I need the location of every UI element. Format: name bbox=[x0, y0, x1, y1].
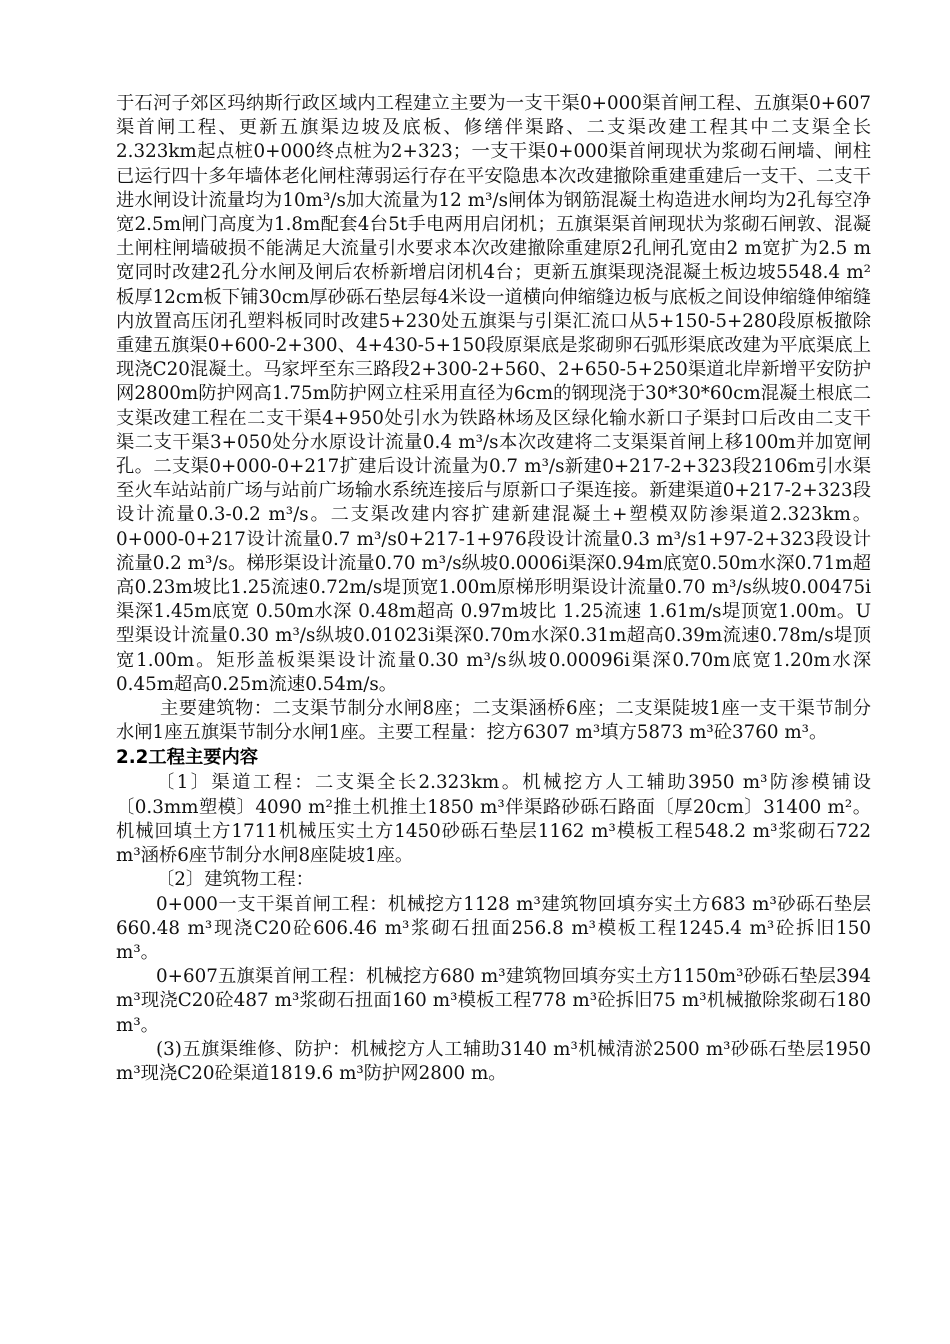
paragraph-building-works-title: 〔2〕建筑物工程： bbox=[156, 869, 314, 891]
paragraph-maintenance-works: (3)五旗渠维修、防护：机械挖方人工辅助3140 m³机械清淤2500 m³砂砾石垫层1950 m³现浇C20砼渠道1819.6 m³防护网2800 m。 bbox=[116, 1038, 871, 1084]
section-heading: 2.2工程主要内容 bbox=[116, 747, 259, 769]
document-body bbox=[116, 92, 871, 1086]
paragraph-channel-works: 〔1〕渠道工程：二支渠全长2.323km。机械挖方人工辅助3950 m³防渗模铺设〔0.3mm塑模〕4090 m²推土机推土1850 m³伴渠路砂砾石路面〔厚20cm〕31400 m²。机械回填土方1711机械压实土方1450砂砾石垫层1162 m³模板工程548.2 m³浆砌石722 m³涵桥6座节制分水闸8座陡坡1座。 bbox=[116, 772, 871, 867]
paragraph-headgate-works: 0+000一支干渠首闸工程：机械挖方1128 m³建筑物回填夯实土方683 m³砂砾石垫层660.48 m³现浇C20砼606.46 m³浆砌石扭面256.8 m³模板工程1245.4 m³砼拆旧150 m³。 bbox=[116, 893, 871, 963]
paragraph-project-overview: 于石河子郊区玛纳斯行政区域内工程建立主要为一支干渠0+000渠首闸工程、五旗渠0+607渠首闸工程、更新五旗渠边坡及底板、修缮伴渠路、二支渠改建工程其中二支渠全长2.323km起点桩0+000终点桩为2+323；一支干渠0+000渠首闸现状为浆砌石闸墙、闸柱已运行四十多年墙体老化闸柱薄弱运行存在平安隐患本次改建撤除重建重建后一支干、二支干进水闸设计流量均为10m³/s加大流量为12 m³/s闸体为钢筋混凝土构造进水闸均为2孔每空净宽2.5m闸门高度为1.8m配套4台5t手电两用启闭机；五旗渠渠首闸现状为浆砌石闸敦、混凝土闸柱闸墙破损不能满足大流量引水要求本次改建撤除重建原2孔闸孔宽由2 m宽扩为2.5 m宽同时改建2孔分水闸及闸后农桥新增启闭机4台；更新五旗渠现浇混凝土板边坡5548.4 m²板厚12cm板下铺30cm厚砂砾石垫层每4米设一道横向伸缩缝边板与底板之间设伸缩缝伸缩缝内放置高压闭孔塑料板同时改建5+230处五旗渠与引渠汇流口从5+150-5+280段原板撤除重建五旗渠0+600-2+300、4+430-5+150段原渠底是浆砌卵石弧形渠底改建为平底渠底上现浇C20混凝土。马家坪至东三路段2+300-2+560、2+650-5+250渠道北岸新增平安防护网2800m防护网高1.75m防护网立柱采用直径为6cm的钢现浇于30*30*60cm混凝土根底二支渠改建工程在二支干渠4+950处引水为铁路林场及区绿化输水新口子渠封口后改由二支干渠二支干渠3+050处分水原设计流量0.4 m³/s本次改建将二支渠渠首闸上移100m并加宽闸孔。二支渠0+000-0+217扩建后设计流量为0.7 m³/s新建0+217-2+323段2106m引水渠至火车站站前广场与站前广场输水系统连接后与原新口子渠连接。新建渠道0+217-2+323段设计流量0.3-0.2 m³/s。二支渠改建内容扩建新建混凝土+塑模双防渗渠道2.323km。0+000-0+217设计流量0.7 m³/s0+217-1+976段设计流量0.3 m³/s1+97-2+323段设计流量0.2 m³/s。梯形渠设计流量0.70 m³/s纵坡0.0006i渠深0.94m底宽0.50m水深0.71m超高0.23m坡比1.25流速0.72m/s堤顶宽1.00m原梯形明渠设计流量0.70 m³/s纵坡0.00475i渠深1.45m底宽 0.50m水深 0.48m超高 0.97m坡比 1.25流速 1.61m/s堤顶宽1.00m。U型渠设计流量0.30 m³/s纵坡0.01023i渠深0.70m水深0.31m超高0.39m流速0.78m/s堤顶宽1.00m。矩形盖板渠渠设计流量0.30 m³/s纵坡0.00096i渠深0.70m底宽1.20m水深0.45m超高0.25m流速0.54m/s。 bbox=[116, 93, 871, 695]
paragraph-main-buildings: 主要建筑物：二支渠节制分水闸8座；二支渠涵桥6座；二支渠陡坡1座一支干渠节制分水闸1座五旗渠节制分水闸1座。主要工程量：挖方6307 m³填方5873 m³砼3760 m³。 bbox=[116, 698, 871, 744]
paragraph-wuqi-headgate-works: 0+607五旗渠首闸工程：机械挖方680 m³建筑物回填夯实土方1150m³砂砾石垫层394 m³现浇C20砼487 m³浆砌石扭面160 m³模板工程778 m³砼拆旧75 m³机械撤除浆砌石180 m³。 bbox=[116, 966, 871, 1036]
